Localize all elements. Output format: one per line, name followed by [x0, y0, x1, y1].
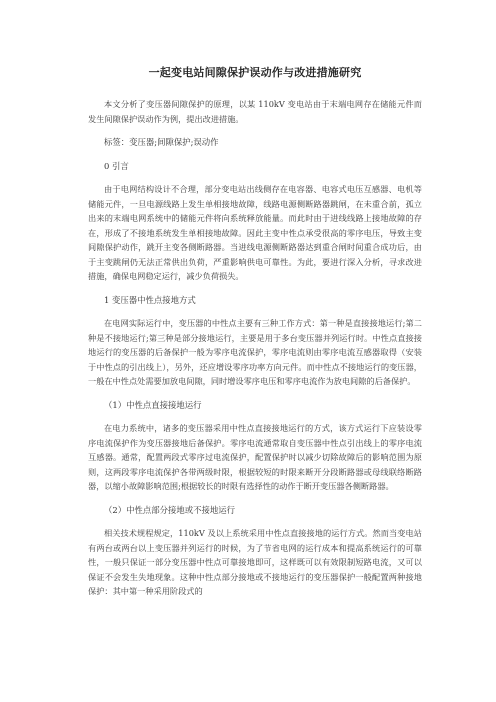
- subsection-2-heading: （2）中性点部分接地或不接地运行: [104, 504, 235, 515]
- document-title: 一起变电站间隙保护误动作与改进措施研究: [148, 66, 362, 79]
- section-1-paragraph: 在电网实际运行中，变压器的中性点主要有三种工作方式：第一种是直接接地运行;第二种是不接地运行;第三种是部分接地运行，主要是用于多台变压器并列运行时。中性点直接接地运行的变压器的后备保护一般为零序电流保护，零序电流则由零序电流互感器取得（安装于中性点的引出线上），另外，还应增设零序功率方向元件。而中性点不接地运行的变压器，一般在中性点处需要加放电间隙，同时增设零序电压和零序电流作为放电间隙的后备保护。: [88, 318, 422, 386]
- subsection-1-paragraph: 在电力系统中，诸多的变压器采用中性点直接接地运行的方式，该方式运行下应装设零序电流保护作为变压器接地后备保护。零序电流通常取自变压器中性点引出线上的零序电流互感器。通常，配置两段式零序过电流保护，配置保护时以减少切除故障后的影响范围为原则，这两段零序电流保护各带两级时限，根据较短的时限来断开分段断路器或母线联络断路器，以缩小故障影响范围;根据较长的时限有选择性的动作于断开变压器各侧断路器。: [88, 423, 422, 491]
- abstract-paragraph: 本文分析了变压器间隙保护的原理，以某 110kV 变电站由于末端电网存在储能元件而发生间隙保护误动作为例，提出改进措施。: [88, 99, 422, 124]
- subsection-1-heading: （1）中性点直接接地运行: [104, 399, 202, 410]
- section-1-heading: 1 变压器中性点接地方式: [104, 294, 196, 305]
- section-0-heading: 0 引言: [104, 160, 129, 171]
- section-0-paragraph: 由于电网结构设计不合理，部分变电站出线侧存在电容器、电容式电压互感器、电机等储能元件，一旦电源线路上发生单相接地故障，线路电源侧断路器跳闸，在未重合前，孤立出来的末端电网系统中的储能元件将向系统释放能量。而此时由于进线线路上接地故障的存在，形成了不接地系统发生单相接地故障。因此主变中性点承受很高的零序电压，导致主变间隙保护动作，跳开主变各侧断路器。当进线电源侧断路器达到重合闸时间重合成功后，由于主变跳闸仍无法正常供出负荷，严重影响供电可靠性。为此，要进行深入分析，寻求改进措施，确保电网稳定运行，减少负荷损失。: [88, 184, 422, 281]
- keywords-line: 标签：变压器;间隙保护;误动作: [104, 137, 219, 147]
- subsection-2-paragraph: 相关技术规程规定，110kV 及以上系统采用中性点直接接地的运行方式。然而当变电站有两台或两台以上变压器并列运行的时候，为了节省电网的运行成本和提高系统运行的可靠性，一般只保证一部分变压器中性点可靠接地即可，这样既可以有效限制短路电流，又可以保证不会发生失地现象。这种中性点部分接地或不接地运行的变压器保护一般配置两种接地保护：其中第一种采用阶段式的: [88, 528, 422, 596]
